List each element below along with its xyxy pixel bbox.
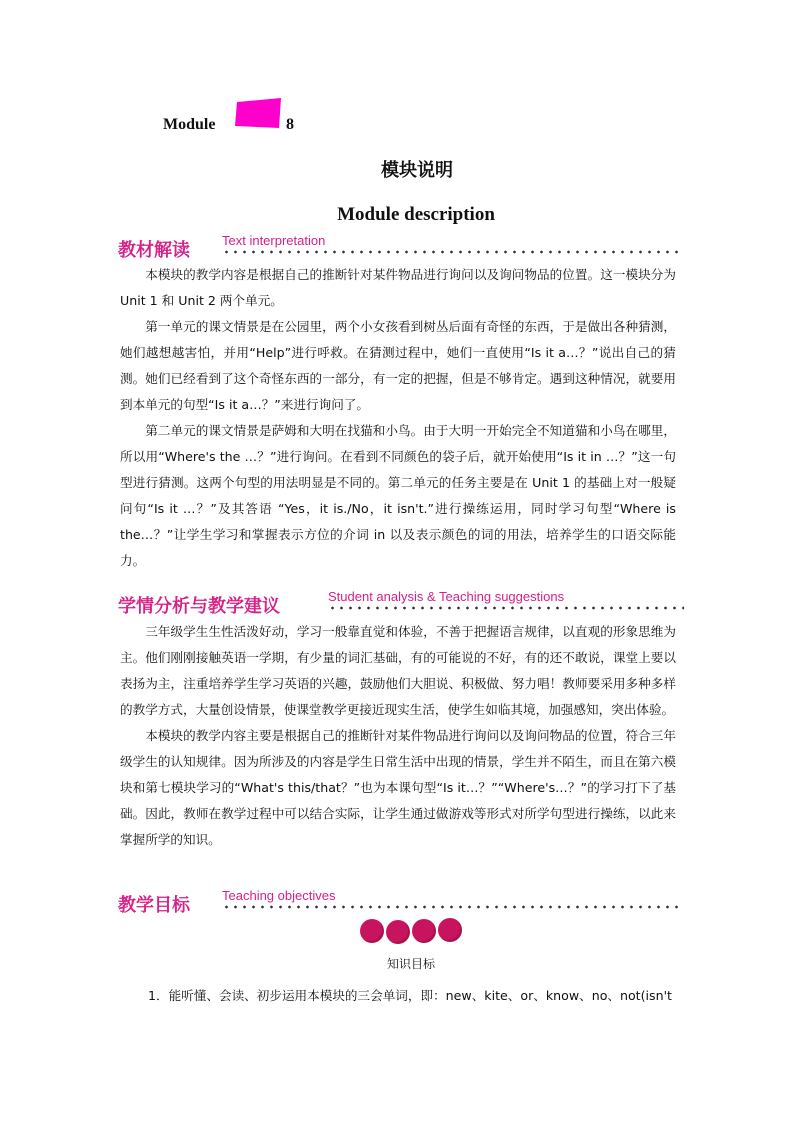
module-number: 8 (286, 116, 294, 133)
bubble-icon (412, 919, 436, 943)
paragraph: 本模块的教学内容是根据自己的推断针对某件物品进行询问以及询问物品的位置。这一模块分为 Unit 1 和 Unit 2 两个单元。 (120, 267, 676, 308)
section-header-text-interpretation (118, 233, 684, 264)
dotted-rule (328, 606, 684, 610)
magenta-banner-shape (233, 98, 285, 130)
section-header-teaching-objectives (118, 888, 684, 919)
paragraph: 第一单元的课文情景是在公园里，两个小女孩看到树丛后面有奇怪的东西，于是做出各种猜测，她们越想越害怕，并用“Help”进行呼救。在猜测过程中，她们一直使用“Is it a…？”说出自己的猜测。她们已经看到了这个奇怪东西的一部分，有一定的把握，但是不够肯定。遇到这种情况，就要用到本单元的句型“Is it a…？”来进行询问了。 (120, 319, 676, 412)
section-header-student-analysis (118, 589, 684, 620)
module-word: Module (163, 116, 216, 133)
paragraph: 第二单元的课文情景是萨姆和大明在找猫和小鸟。由于大明一开始完全不知道猫和小鸟在哪里，所以用“Where's the …？”进行询问。在看到不同颜色的袋子后，就开始使用“Is it in …？”这一句型进行猜测。这两个句型的用法明显是不同的。第二单元的任务主要是在 Unit 1 的基础上对一般疑问句“Is it …？”及其答语 “Yes，it is./No，it isn't.”进行操练运用，同时学习句型“Where is the…？”让学生学习和掌握表示方位的介词 in 以及表示颜色的词的用法，培养学生的口语交际能力。 (120, 423, 676, 568)
page-title-cn: 模块说明 (381, 160, 453, 181)
paragraph: 本模块的教学内容主要是根据自己的推断针对某件物品进行询问以及询问物品的位置，符合三年级学生的认知规律。因为所涉及的内容是学生日常生活中出现的情景，学生并不陌生，而且在第六模块和第七模块学习的“What's this/that？”也为本课句型“Is it…？”“Where's…？”的学习打下了基础。因此，教师在教学过程中可以结合实际，让学生通过做游戏等形式对所学句型进行操练，以此来掌握所学的知识。 (120, 728, 676, 847)
section-title-cn: 学情分析与教学建议 (118, 596, 280, 617)
decorative-bubbles (360, 917, 464, 945)
dotted-rule (222, 250, 684, 254)
objectives-subtitle: 知识目标 (386, 957, 435, 971)
section-title-en: Teaching objectives (222, 888, 336, 903)
section-title-cn: 教材解读 (118, 240, 190, 261)
section-body-student-analysis (120, 619, 676, 853)
section-title-en: Text interpretation (222, 233, 326, 248)
paragraph: 三年级学生生性活泼好动，学习一般靠直觉和体验，不善于把握语言规律，以直观的形象思维为主。他们刚刚接触英语一学期，有少量的词汇基础，有的可能说的不好，有的还不敢说，课堂上要以表扬为主，注重培养学生学习英语的兴趣，鼓励他们大胆说、积极做、努力唱！教师要采用多种多样的教学方式，大量创设情景，使课堂教学更接近现实生活，使学生如临其境，加强感知，突出体验。 (120, 624, 676, 717)
bubble-icon (438, 918, 462, 942)
dotted-rule (222, 905, 684, 909)
section-title-cn: 教学目标 (118, 895, 190, 916)
objective-item: 1．能听懂、会读、初步运用本模块的三会单词，即：new、kite、or、know、no、not(isn't (148, 988, 672, 1003)
section-title-en: Student analysis & Teaching suggestions (328, 589, 565, 604)
bubble-icon (386, 920, 410, 944)
page-title-en: Module description (337, 204, 495, 225)
bubble-icon (360, 919, 384, 943)
section-body-text-interpretation (120, 262, 676, 574)
